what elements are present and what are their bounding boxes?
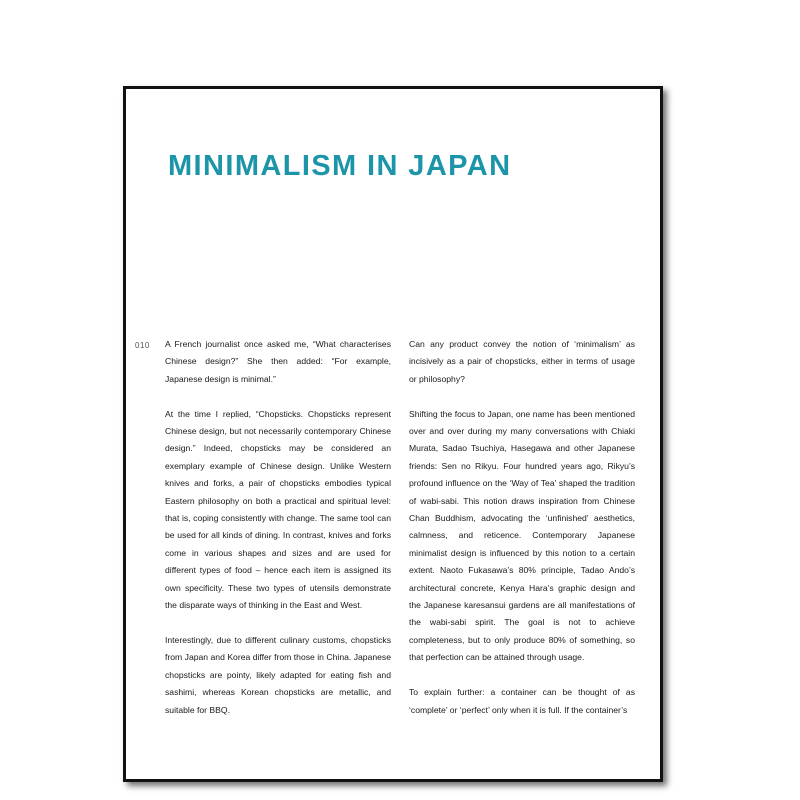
paragraph: Shifting the focus to Japan, one name has been mentioned over and over during my many conversations with Chiaki Murata, Sadao Tsuchiya, Hasegawa and other Japanese friends: Sen no Rikyu. Four hundred years ago, Rikyu’s profound influence on the ‘Way of Tea’ shaped the tradition of wabi-sabi. This notion draws inspiration from Chinese Chan Buddhism, advocating the ‘unfinished’ aesthetics, calmness, and reticence. Contemporary Japanese minimalist design is influenced by this notion to a certain extent. Naoto Fukasawa’s 80% principle, Tadao Ando’s architectural concrete, Kenya Hara’s graphic design and the Japanese karesansui gardens are all manifestations of the wabi-sabi spirit. The goal is not to achieve completeness, but to only produce 80% of something, so that perfection can be attained through usage. <box>409 408 635 663</box>
paragraph: To explain further: a container can be thought of as ‘complete’ or ‘perfect’ only when it is full. If the container’s <box>409 687 635 715</box>
book-page <box>123 86 663 782</box>
text-column-right <box>409 336 635 736</box>
paragraph: At the time I replied, “Chopsticks. Chopsticks represent Chinese design, but not necessarily contemporary Chinese design.” Indeed, chopsticks may be considered an exemplary example of Chinese design. Unlike Western knives and forks, a pair of chopsticks embodies typical Eastern philosophy on both a practical and spiritual level: that is, coping consistently with change. The same tool can be used for all kinds of dining. In contrast, knives and forks come in various shapes and sizes and are used for different types of food – hence each item is assigned its own specificity. These two types of utensils demonstrate the disparate ways of thinking in the East and West. <box>165 408 391 611</box>
page-number: 010 <box>135 341 150 350</box>
paragraph: A French journalist once asked me, “What characterises Chinese design?” She then added: “For example, Japanese design is minimal.” <box>165 339 391 384</box>
page-title: MINIMALISM IN JAPAN <box>168 150 512 182</box>
text-column-left <box>165 336 391 736</box>
paragraph: Interestingly, due to different culinary customs, chopsticks from Japan and Korea differ from those in China. Japanese chopsticks are pointy, likely adapted for eating fish and sashimi, whereas Korean chopsticks are metallic, and suitable for BBQ. <box>165 634 391 715</box>
paragraph: Can any product convey the notion of ‘minimalism’ as incisively as a pair of chopsticks, either in terms of usage or philosophy? <box>409 339 635 384</box>
